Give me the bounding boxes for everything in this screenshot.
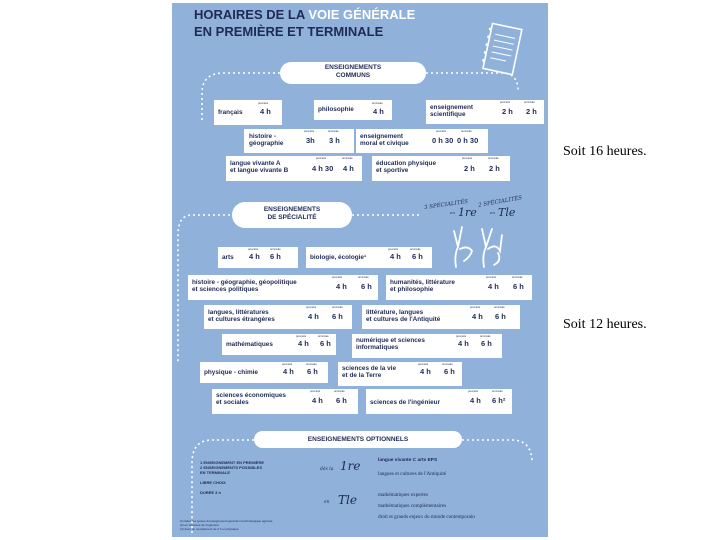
caption-premiere: première [500,101,511,104]
caption-terminale: terminale [524,101,535,104]
hour-terminale: 4 h [343,164,354,173]
caption-terminale: terminale [342,157,353,160]
hour-premiere: 4 h [283,367,294,376]
caption-terminale: terminale [270,248,281,251]
note-2-specialites: 2 SPÉCIALITÉS [477,195,523,209]
commun-label: philosophie [318,106,354,113]
hour-terminale: 6 h [307,367,318,376]
caption-premiere: première [388,248,399,251]
caption-premiere: première [258,102,269,105]
caption-premiere: première [462,157,473,160]
hour-terminale: 6 h² [492,396,506,405]
section-heading-communs: ENSEIGNEMENTS COMMUNS [280,62,426,84]
hour-premiere: 4 h [390,252,401,261]
hour-premiere: 2 h [502,107,513,116]
side-line-2: Soit 12 heures. [563,317,647,332]
hour-terminale: 6 h [513,282,524,291]
option-tle-item: mathématiques expertes [378,492,428,498]
title-prefix: HORAIRES DE LA [194,7,309,22]
caption-premiere: première [248,248,259,251]
caption-terminale: terminale [494,306,505,309]
spe-label: numérique et sciences informatiques [356,337,425,351]
caption-premiere: première [418,363,429,366]
caption-premiere: première [470,306,481,309]
hour-terminale: 6 h [495,312,506,321]
caption-premiere: première [296,335,307,338]
caption-terminale: terminale [512,276,523,279]
section-heading-optionnels: ENSEIGNEMENTS OPTIONNELS [254,431,462,448]
spe-label: arts [222,254,234,261]
caption-premiere: première [456,335,467,338]
caption-premiere: première [436,130,447,133]
commun-label: enseignement moral et civique [360,133,409,147]
option-tle-item: droit et grands enjeux du monde contemporain [378,514,475,520]
caption-terminale: terminale [442,363,453,366]
side-text-1 [563,144,647,160]
options-1re-lca: langues et cultures de l'Antiquité [378,471,447,477]
caption-premiere: première [486,276,497,279]
caption-premiere: première [332,276,343,279]
spe-label: biologie, écologie¹ [310,254,367,261]
caption-terminale: terminale [318,335,329,338]
spe-label: histoire - géographie, géopolitique et sciences politiques [192,279,297,293]
options-1re: langue vivante C arts EPS [378,458,438,463]
hour-premiere: 4 h 30 [312,164,334,173]
spe-label: sciences de la vie et de la Terre [342,365,397,379]
note-level-1re-opt: 1re [340,459,361,473]
hour-premiere: 4 h [472,312,483,321]
section-heading-specialite: ENSEIGNEMENTS DE SPÉCIALITÉ [232,202,352,228]
caption-terminale: terminale [372,102,383,105]
spe-label: sciences de l'ingénieur [370,399,441,406]
hour-terminale: 3 h [329,136,340,145]
hour-terminale: 6 h [320,339,331,348]
hour-premiere: 3h [306,136,315,145]
hour-terminale: 6 h [336,396,347,405]
hour-terminale: 6 h [481,339,492,348]
hour-premiere: 4 h [298,339,309,348]
title-accent: VOIE GÉNÉRALE [308,7,416,22]
commun-label: français [218,109,243,116]
spe-label: humanités, littérature et philosophie [390,279,455,293]
hour-terminale: 2 h [489,164,500,173]
hour-premiere: 4 h [470,396,481,405]
commun-label: histoire - géographie [249,133,284,147]
optionnels-rules: 1 ENSEIGNEMENT EN PREMIÈRE 2 ENSEIGNEMENTS POSSIBLES EN TERMINALE LIBRE CHOIX DURÉE 3 h [200,460,265,495]
caption-terminale: terminale [410,248,421,251]
spe-label: langues, littératures et cultures étrangères [208,309,275,323]
hand-gesture-icon [448,221,518,271]
commun-label: éducation physique et sportive [376,160,437,174]
hour-terminale: 0 h 30 [457,136,479,145]
caption-premiere: première [306,306,317,309]
caption-premiere: première [316,157,327,160]
poster-title-line2: EN PREMIÈRE ET TERMINALE [194,24,384,39]
commun-label: enseignement scientifique [430,104,473,118]
note-en-opt: en [324,500,330,505]
hour-terminale: 6 h [361,282,372,291]
hour-premiere: 4 h [336,282,347,291]
caption-terminale: terminale [492,390,503,393]
caption-terminale: terminale [488,157,499,160]
hour-premiere: 4 h [260,107,271,116]
caption-terminale: terminale [358,276,369,279]
commun-label: langue vivante A et langue vivante B [230,160,289,174]
hour-terminale: 6 h [412,252,423,261]
option-tle-item: mathématiques complémentaires [378,503,447,509]
hour-terminale: 6 h [332,312,343,321]
caption-premiere: première [304,130,315,133]
caption-terminale: terminale [306,363,317,366]
note-en-left: en [450,210,455,215]
note-level-1re: 1re [458,206,477,219]
caption-terminale: terminale [328,130,339,133]
note-en-right: en [490,210,495,215]
side-line-1: Soit 16 heures. [563,144,647,159]
caption-terminale: terminale [461,130,472,133]
caption-terminale: terminale [480,335,491,338]
hour-premiere: 2 h [464,164,475,173]
caption-premiere: première [468,390,479,393]
hour-terminale: 6 h [270,252,281,261]
hour-premiere: 4 h [420,367,431,376]
hour-premiere: 4 h [488,282,499,291]
caption-terminale: terminale [334,390,345,393]
note-level-tle-opt: Tle [338,493,357,507]
hour-terminale: 4 h [373,107,384,116]
footnotes: (1) Dans les lycées d'enseignement général et technologique agricole (2) en sciences de l'ingénieur (3) Avec un complément de 2 h en physique [180,519,273,531]
poster [172,3,548,537]
side-text-2 [563,317,647,333]
hour-terminale: 2 h [526,107,537,116]
hour-premiere: 4 h [308,312,319,321]
hour-premiere: 4 h [312,396,323,405]
hour-premiere: 4 h [249,252,260,261]
spe-label: mathématiques [226,341,273,348]
hour-terminale: 6 h [444,367,455,376]
hour-premiere: 0 h 30 [432,136,454,145]
spe-label: sciences économiques et sociales [216,392,286,406]
caption-premiere: première [310,390,321,393]
note-level-tle: Tle [498,206,516,219]
caption-terminale: terminale [332,306,343,309]
note-3-specialites: 3 SPÉCIALITÉS [423,198,469,212]
note-des-la: dès la [320,467,334,472]
caption-premiere: première [282,363,293,366]
spe-label: physique - chimie [204,369,258,376]
spe-label: littérature, langues et cultures de l'Antiquité [366,309,441,323]
hour-premiere: 4 h [458,339,469,348]
